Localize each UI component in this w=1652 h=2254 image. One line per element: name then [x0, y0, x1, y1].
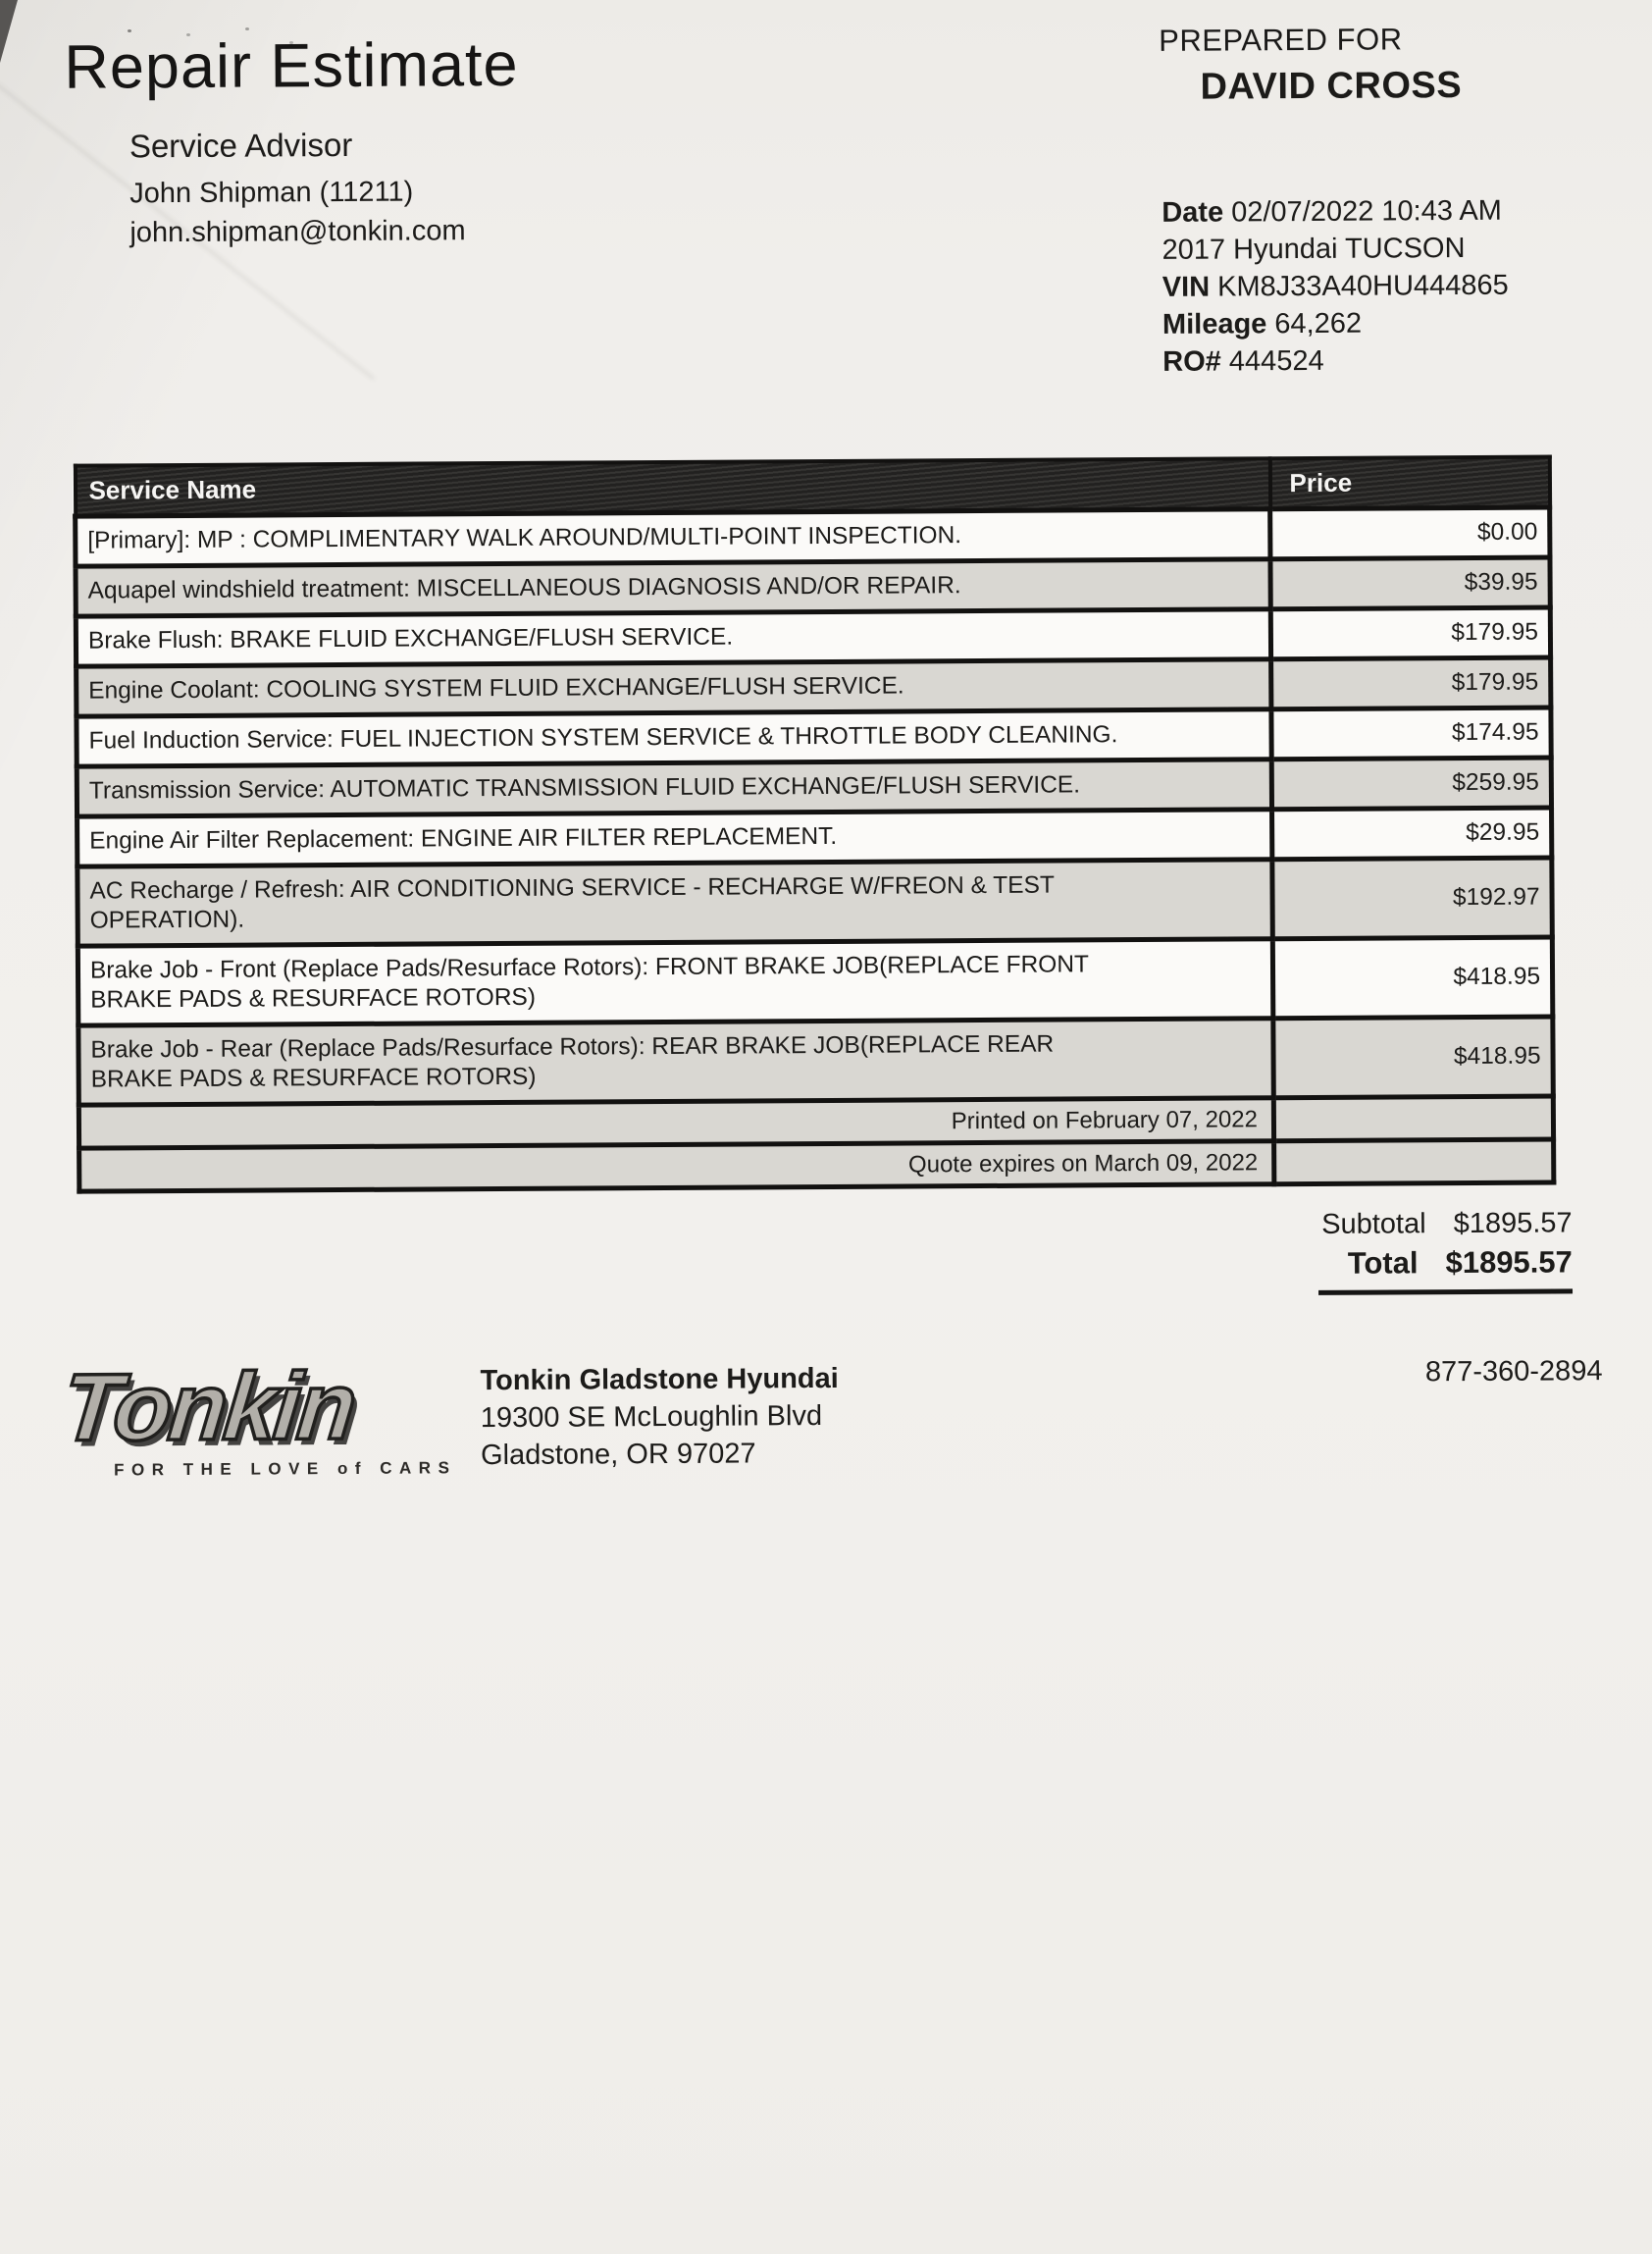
service-name-cell: Engine Coolant: COOLING SYSTEM FLUID EXCHANGE/FLUSH SERVICE.	[77, 659, 1271, 716]
service-name-cell: Brake Flush: BRAKE FLUID EXCHANGE/FLUSH SERVICE.	[76, 609, 1270, 666]
table-row	[76, 507, 1550, 566]
tonkin-logo	[57, 1351, 475, 1481]
vin-line	[1162, 267, 1509, 306]
dealer-address-block	[480, 1360, 839, 1474]
ro-label: RO#	[1162, 345, 1221, 378]
services-table-body	[76, 507, 1554, 1191]
price-cell	[1273, 1096, 1553, 1141]
date-value: 02/07/2022 10:43 AM	[1231, 194, 1502, 229]
price-cell: $192.97	[1272, 858, 1552, 939]
table-row	[77, 758, 1551, 816]
table-row	[76, 607, 1550, 666]
table-row	[76, 557, 1550, 616]
table-row	[77, 858, 1552, 946]
price-cell: $39.95	[1270, 557, 1550, 609]
table-row	[77, 808, 1552, 866]
service-name-cell: Brake Job - Front (Replace Pads/Resurface Rotors): FRONT BRAKE JOB(REPLACE FRONT BRAKE PADS & RESURFACE ROTORS)	[77, 939, 1272, 1025]
ro-line	[1162, 341, 1509, 381]
price-cell: $418.95	[1273, 1017, 1553, 1098]
vehicle-info-block	[1162, 192, 1509, 381]
ro-value: 444524	[1228, 344, 1324, 378]
table-row	[79, 1139, 1554, 1191]
price-cell: $29.95	[1272, 808, 1552, 860]
subtotal-label: Subtotal	[1321, 1208, 1426, 1240]
price-cell: $174.95	[1271, 708, 1551, 760]
page-title: Repair Estimate	[64, 29, 519, 102]
services-table	[73, 454, 1557, 1193]
dealer-footer	[1, 1349, 1652, 1555]
date-label: Date	[1162, 196, 1224, 229]
service-name-header: Service Name	[75, 458, 1269, 516]
table-row	[78, 1017, 1553, 1105]
totals-block	[1317, 1204, 1573, 1295]
price-cell: $179.95	[1271, 657, 1551, 709]
price-header: Price	[1269, 456, 1549, 508]
service-advisor-heading: Service Advisor	[129, 126, 353, 165]
header-row	[75, 456, 1549, 516]
tonkin-logo-tagline: FOR THE LOVE of CARS	[114, 1458, 457, 1480]
vehicle-model-line: 2017 Hyundai TUCSON	[1162, 233, 1466, 266]
dealer-address-line2: Gladstone, OR 97027	[480, 1438, 756, 1472]
total-row	[1318, 1241, 1573, 1295]
service-name-cell: Brake Job - Rear (Replace Pads/Resurface Rotors): REAR BRAKE JOB(REPLACE REAR BRAKE PADS & RESURFACE ROTORS)	[78, 1019, 1273, 1105]
service-name-cell: Printed on February 07, 2022	[78, 1098, 1273, 1148]
prepared-for-block	[1159, 22, 1462, 109]
service-name-cell: Fuel Induction Service: FUEL INJECTION SYSTEM SERVICE & THROTTLE BODY CLEANING.	[77, 709, 1271, 766]
dealer-phone: 877-360-2894	[1424, 1355, 1603, 1389]
table-row	[77, 937, 1552, 1025]
vin-label: VIN	[1162, 271, 1211, 303]
dealer-address-line1: 19300 SE McLoughlin Blvd	[480, 1400, 823, 1435]
service-name-cell: Engine Air Filter Replacement: ENGINE AIR FILTER REPLACEMENT.	[77, 810, 1272, 866]
date-line	[1162, 192, 1508, 232]
prepared-for-label: PREPARED FOR	[1159, 22, 1403, 58]
service-name-cell: [Primary]: MP : COMPLIMENTARY WALK AROUND/MULTI-POINT INSPECTION.	[76, 509, 1270, 566]
subtotal-value: $1895.57	[1453, 1207, 1573, 1240]
services-table-header	[75, 456, 1549, 516]
tonkin-logo-wordmark: Tonkin	[57, 1351, 359, 1461]
mileage-label: Mileage	[1162, 308, 1267, 341]
price-cell: $0.00	[1270, 507, 1550, 559]
price-cell: $259.95	[1271, 758, 1551, 810]
mileage-line	[1162, 304, 1509, 343]
service-advisor-email: john.shipman@tonkin.com	[129, 215, 466, 249]
service-name-cell: Aquapel windshield treatment: MISCELLANEOUS DIAGNOSIS AND/OR REPAIR.	[76, 559, 1270, 616]
service-name-cell: Transmission Service: AUTOMATIC TRANSMISSION FLUID EXCHANGE/FLUSH SERVICE.	[77, 760, 1271, 816]
total-value: $1895.57	[1445, 1244, 1573, 1281]
vin-value: KM8J33A40HU444865	[1217, 269, 1509, 303]
table-row	[77, 657, 1551, 716]
price-cell	[1274, 1139, 1554, 1184]
price-cell: $179.95	[1270, 607, 1550, 659]
dealer-name: Tonkin Gladstone Hyundai	[480, 1362, 839, 1397]
service-name-cell: AC Recharge / Refresh: AIR CONDITIONING SERVICE - RECHARGE W/FREON & TEST OPERATION).	[77, 860, 1272, 946]
total-label: Total	[1347, 1245, 1419, 1281]
table-row	[77, 708, 1551, 766]
mileage-value: 64,262	[1274, 307, 1363, 341]
subtotal-row	[1317, 1204, 1572, 1243]
service-advisor-block	[129, 126, 466, 252]
price-cell: $418.95	[1272, 937, 1552, 1019]
service-name-cell: Quote expires on March 09, 2022	[79, 1141, 1274, 1191]
customer-name: DAVID CROSS	[1200, 65, 1463, 108]
service-advisor-name: John Shipman (11211)	[129, 176, 414, 210]
